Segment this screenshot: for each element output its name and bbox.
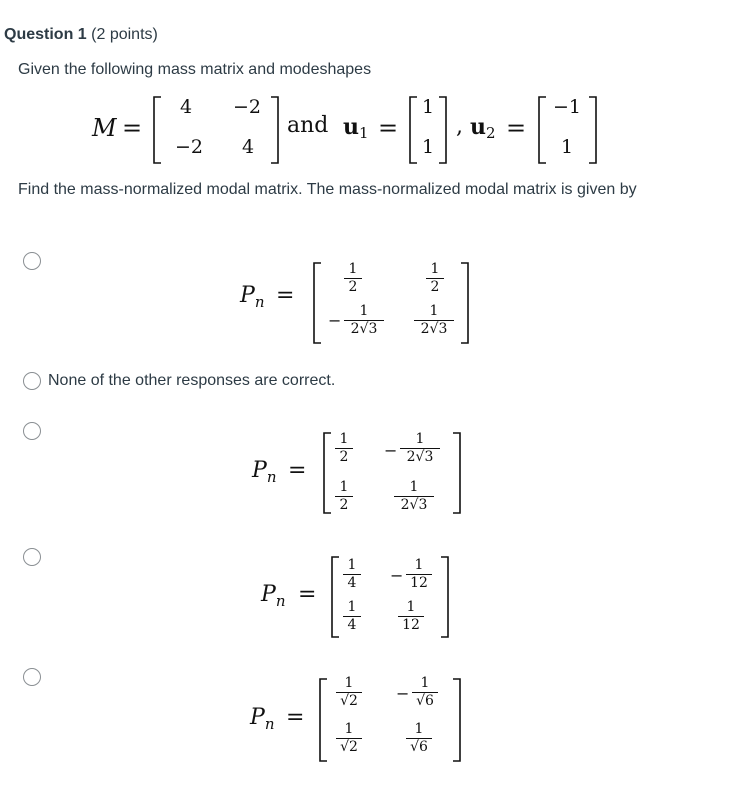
matrix-entry-fraction: 1 2√3: [394, 480, 434, 513]
matrix-entry-fraction: 1 2√3: [414, 304, 454, 337]
matrix-entry-fraction: 1 √6: [412, 676, 438, 709]
matrix-entry-fraction: 1 √2: [336, 676, 362, 709]
right-bracket: [452, 432, 462, 514]
equals-sign: =: [122, 114, 143, 142]
equals-sign: =: [506, 114, 527, 142]
question-title: Question 1: [4, 26, 87, 43]
matrix-entry-fraction: 1 √6: [406, 722, 432, 755]
mass-matrix-symbol: M: [92, 114, 117, 142]
equals-sign: =: [298, 582, 317, 607]
minus-sign: −: [328, 311, 342, 330]
minus-sign: −: [396, 684, 410, 703]
question-points: (2 points): [91, 26, 158, 43]
matrix-entry-fraction: 1 2√3: [344, 304, 384, 337]
right-bracket: [270, 96, 280, 164]
matrix-entry-fraction: 1 √2: [336, 722, 362, 755]
radio-button-option-5[interactable]: [23, 668, 41, 686]
and-text: and: [287, 113, 329, 138]
equals-sign: =: [286, 705, 305, 730]
pn-label: $P_n$: [250, 705, 275, 733]
radio-button-option-3[interactable]: [23, 422, 41, 440]
equals-sign: =: [378, 114, 399, 142]
left-bracket: [322, 432, 332, 514]
radio-button-option-4[interactable]: [23, 548, 41, 566]
radio-button-option-2[interactable]: [23, 372, 41, 390]
equals-sign: =: [288, 458, 307, 483]
equals-sign: =: [276, 283, 295, 308]
minus-sign: −: [390, 566, 404, 585]
vector-entry: 1: [421, 96, 435, 118]
left-bracket: [312, 262, 322, 344]
matrix-entry-fraction: 1 4: [343, 558, 361, 591]
left-bracket: [152, 96, 162, 164]
option-text: None of the other responses are correct.: [48, 372, 336, 389]
radio-button-option-1[interactable]: [23, 252, 41, 270]
matrix-entry: 4: [241, 136, 255, 158]
matrix-entry: −2: [232, 96, 261, 118]
matrix-entry-fraction: 1 2: [335, 480, 353, 513]
pn-label: $P_n$: [240, 283, 265, 311]
right-bracket: [452, 678, 462, 762]
pn-label: $P_n$: [252, 458, 277, 486]
matrix-entry-fraction: 1 2: [335, 432, 353, 465]
left-bracket: [330, 556, 340, 638]
u2-symbol: u2: [470, 114, 496, 142]
right-bracket: [588, 96, 598, 164]
matrix-entry-fraction: 1 2√3: [400, 432, 440, 465]
vector-entry: −1: [552, 96, 581, 118]
left-bracket: [537, 96, 547, 164]
right-bracket: [440, 556, 450, 638]
vector-entry: 1: [560, 136, 574, 158]
matrix-entry: −2: [174, 136, 203, 158]
comma: ,: [456, 114, 463, 139]
question-stem: Given the following mass matrix and modeshapes: [18, 61, 372, 78]
vector-entry: 1: [421, 136, 435, 158]
matrix-entry-fraction: 1 12: [406, 558, 432, 591]
matrix-entry: 4: [179, 96, 193, 118]
pn-label: $P_n$: [261, 582, 286, 610]
right-bracket: [438, 96, 448, 164]
question-header: [4, 26, 158, 44]
left-bracket: [408, 96, 418, 164]
matrix-entry-fraction: 1 4: [343, 600, 361, 633]
matrix-entry-fraction: 1 2: [426, 262, 444, 295]
minus-sign: −: [384, 441, 398, 460]
left-bracket: [318, 678, 328, 762]
right-bracket: [460, 262, 470, 344]
u1-symbol: u1: [343, 114, 369, 142]
matrix-entry-fraction: 1 2: [344, 262, 362, 295]
question-prompt: Find the mass-normalized modal matrix. The mass-normalized modal matrix is given by: [18, 181, 637, 198]
matrix-entry-fraction: 1 12: [398, 600, 424, 633]
